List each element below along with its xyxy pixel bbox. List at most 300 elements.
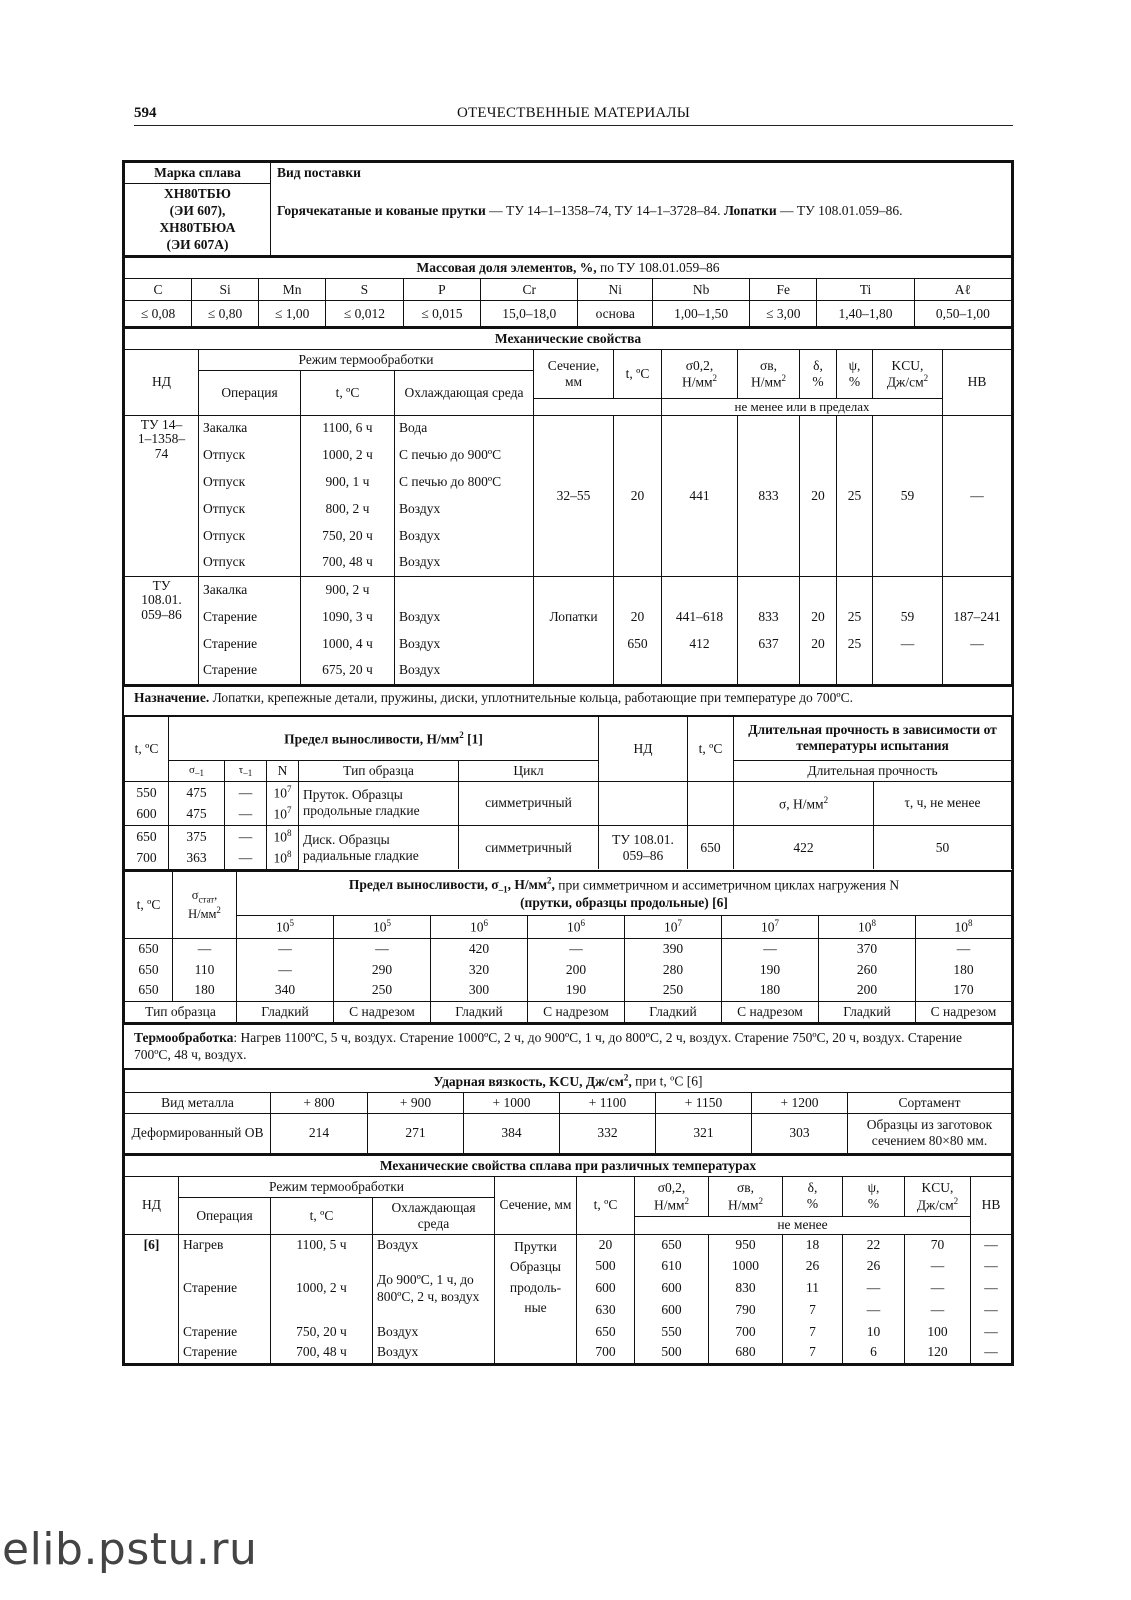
fat-cell: 200 (528, 959, 625, 980)
temps-medium: До 900ºС, 1 ч, до 800ºС, 2 ч, воздух (373, 1255, 495, 1321)
temps-cell: 550 (635, 1321, 709, 1342)
impact-value: 303 (752, 1113, 848, 1153)
mech-g1-t: 800, 2 ч (301, 495, 395, 522)
element-symbol: Mn (259, 279, 326, 301)
impact-metal: Деформированный ОВ (125, 1113, 271, 1153)
fat-h-stat: $\sigma_{стат}$, $Н/мм^2$ (173, 872, 237, 938)
temps-cell: — (971, 1277, 1012, 1299)
fat-cell: — (722, 938, 819, 959)
impact-h-temp: + 800 (271, 1092, 368, 1113)
lt-tau: 50 (874, 825, 1012, 869)
mech-g2-r1-sv: 833 (738, 603, 800, 630)
fat-type: С надрезом (528, 1001, 625, 1022)
supply-text: Горячекатаные и кованые прутки — ТУ 14–1–1358–74, ТУ 14–1–3728–84. Лопатки — ТУ 108.01.059–86. (277, 202, 903, 218)
temps-t: 1100, 5 ч (271, 1234, 373, 1255)
temps-h-section: Сечение, мм (495, 1176, 577, 1234)
mech-g1-s02: 441 (662, 415, 738, 576)
fat-cell: — (237, 938, 334, 959)
fat-h-t: t, ºС (125, 872, 173, 938)
endurance-block (122, 717, 1014, 872)
lt-sub: Длительная прочность (734, 761, 1012, 782)
temps-cell: — (971, 1234, 1012, 1255)
mech-g2-r1-tc: 20 (614, 603, 662, 630)
fat-cell: — (916, 938, 1012, 959)
mech-g1-medium: С печью до 800ºС (395, 468, 534, 495)
temps-cell: 500 (577, 1255, 635, 1277)
supply-label: Вид поставки (277, 165, 361, 180)
mech-g2-blank (837, 576, 873, 603)
fat-cell: 260 (819, 959, 916, 980)
impact-h-temp: + 1200 (752, 1092, 848, 1113)
mech-g1-medium: Воздух (395, 549, 534, 576)
temps-cell: — (905, 1299, 971, 1321)
mech-g2-op: Старение (199, 603, 301, 630)
mech-h-mode: Режим термообработки (199, 350, 534, 371)
temps-cell: — (905, 1277, 971, 1299)
mechanical-block (122, 329, 1014, 686)
temps-cell: 100 (905, 1321, 971, 1342)
temps-title: Механические свойства сплава при различных температурах (125, 1156, 1012, 1176)
end-cell: $10^8$ (267, 847, 299, 869)
fat-cell: 650 (125, 980, 173, 1001)
mech-h-section: Сечение, мм (534, 350, 614, 399)
mech-g1-op: Отпуск (199, 441, 301, 468)
element-value: 1,00–1,50 (652, 301, 749, 327)
temps-cell: 790 (709, 1299, 783, 1321)
end-cell: $10^8$ (267, 825, 299, 847)
fatigue-block (122, 872, 1014, 1025)
temps-h-sv: σв, $Н/мм^2$ (709, 1176, 783, 1216)
mech-g1-t: 1000, 2 ч (301, 441, 395, 468)
fat-cell: 390 (625, 938, 722, 959)
temps-cell: — (971, 1255, 1012, 1277)
temps-cell: 600 (635, 1277, 709, 1299)
end-cycle-2: симметричный (459, 825, 599, 869)
purpose-label: Назначение. (134, 689, 210, 705)
temps-h-s02: σ0,2, $Н/мм^2$ (635, 1176, 709, 1216)
temps-cell: 11 (783, 1277, 843, 1299)
element-symbol: Fe (750, 279, 817, 301)
mech-g2-r1-d: 20 (800, 603, 837, 630)
fat-type: Гладкий (237, 1001, 334, 1022)
temps-cell: 700 (709, 1321, 783, 1342)
temps-h-medium: Охлаждающая среда (373, 1197, 495, 1234)
temps-t: 1000, 2 ч (271, 1255, 373, 1321)
element-symbol: Nb (652, 279, 749, 301)
mech-g2-op: Закалка (199, 576, 301, 603)
composition-title: Массовая доля элементов, %, по ТУ 108.01.059–86 (125, 258, 1012, 278)
impact-value: 271 (368, 1113, 464, 1153)
mech-g2-r2-sv: 637 (738, 630, 800, 657)
mech-h-nd: НД (125, 350, 199, 415)
mech-g1-medium: С печью до 900ºС (395, 441, 534, 468)
mech-h-psi: ψ, % (837, 350, 873, 399)
temps-cell: 26 (783, 1255, 843, 1277)
temps-h-mode: Режим термообработки (179, 1176, 495, 1197)
temps-cell: 18 (783, 1234, 843, 1255)
fat-cell: 170 (916, 980, 1012, 1001)
temps-h-kcu: KCU, $Дж/см^2$ (905, 1176, 971, 1216)
temps-h-nd: НД (125, 1176, 179, 1234)
end-cell: 363 (169, 847, 225, 869)
temps-medium: Воздух (373, 1234, 495, 1255)
temps-cell: — (971, 1299, 1012, 1321)
fat-cell: 340 (237, 980, 334, 1001)
mech-title: Механические свойства (125, 329, 1012, 349)
mech-g2-r2-tc: 650 (614, 630, 662, 657)
end-h-tau: $\tau_{-1}$ (225, 761, 267, 782)
temps-cell: 830 (709, 1277, 783, 1299)
element-value: ≤ 0,015 (403, 301, 480, 327)
temps-op: Старение (179, 1321, 271, 1342)
element-value: ≤ 1,00 (259, 301, 326, 327)
fat-cycles: $10^5$ (334, 916, 431, 938)
mech-h-tc: t, ºС (614, 350, 662, 399)
temps-cell: 70 (905, 1234, 971, 1255)
temps-medium: Воздух (373, 1321, 495, 1342)
mech-g1-medium: Воздух (395, 522, 534, 549)
mech-g1-op: Отпуск (199, 495, 301, 522)
element-symbol: Si (192, 279, 259, 301)
element-symbol: Cr (481, 279, 578, 301)
purpose-text: Лопатки, крепежные детали, пружины, диски, уплотнительные кольца, работающие при температуре до 700ºС. (209, 689, 853, 705)
temps-cell: 600 (635, 1299, 709, 1321)
grade-name: ХН80ТБЮ (ЭИ 607), ХН80ТБЮА (ЭИ 607А) (125, 183, 271, 256)
mech-g1-op: Отпуск (199, 522, 301, 549)
element-symbol: P (403, 279, 480, 301)
temps-cell: 600 (577, 1277, 635, 1299)
mech-g2-nd: ТУ 108.01. 059–86 (125, 576, 199, 684)
mech-g2-blank (800, 576, 837, 603)
lt-blank (599, 781, 688, 825)
temps-cell: 1000 (709, 1255, 783, 1277)
mech-g2-t: 1000, 4 ч (301, 630, 395, 657)
mech-g2-r1-hb: 187–241 (943, 603, 1012, 630)
mech-g1-section: 32–55 (534, 415, 614, 576)
element-symbol: Ni (578, 279, 653, 301)
end-cell: 650 (125, 825, 169, 847)
impact-value: 332 (560, 1113, 656, 1153)
temps-t: 750, 20 ч (271, 1321, 373, 1342)
mech-g2-medium: Воздух (395, 630, 534, 657)
temps-cell: 6 (843, 1342, 905, 1363)
fat-type: Гладкий (625, 1001, 722, 1022)
grade-block (122, 160, 1014, 258)
mech-g2-op: Старение (199, 630, 301, 657)
mech-g2-t: 1090, 3 ч (301, 603, 395, 630)
temps-nd: [6] (125, 1234, 179, 1363)
impact-h-temp: + 1000 (464, 1092, 560, 1113)
mech-h-op: Операция (199, 371, 301, 415)
fat-cell: 250 (334, 980, 431, 1001)
end-cell: 475 (169, 803, 225, 825)
temps-op: Старение (179, 1255, 271, 1321)
mech-h-medium: Охлаждающая среда (395, 371, 534, 415)
fat-cycles: $10^7$ (625, 916, 722, 938)
lt-sigma: 422 (734, 825, 874, 869)
temps-h-t: t, ºС (271, 1197, 373, 1234)
temps-t: 700, 48 ч (271, 1342, 373, 1363)
mech-g2-medium: Воздух (395, 657, 534, 684)
fat-cycles: $10^7$ (722, 916, 819, 938)
mech-g2-r1-kcu: 59 (873, 603, 943, 630)
temps-cell: 630 (577, 1299, 635, 1321)
fat-type: С надрезом (334, 1001, 431, 1022)
mech-h-t: t, ºС (301, 371, 395, 415)
end-cell: 700 (125, 847, 169, 869)
fat-type: Гладкий (431, 1001, 528, 1022)
fat-type-label: Тип образца (125, 1001, 237, 1022)
end-cell: 475 (169, 781, 225, 803)
mech-g1-d: 20 (800, 415, 837, 576)
temps-cell: 610 (635, 1255, 709, 1277)
mech-g2-medium (395, 576, 534, 603)
mech-g2-blank (873, 576, 943, 603)
fat-cell: 370 (819, 938, 916, 959)
heat-label: Термообработка (134, 1029, 234, 1045)
element-symbol: Aℓ (914, 279, 1011, 301)
fat-title: Предел выносливости, $\sigma_{-1}$, $Н/мм^2$, при симметричном и ассиметричном циклах нагружения N (прутки, образцы продольные) [6] (237, 872, 1012, 916)
fat-cycles: $10^6$ (431, 916, 528, 938)
mech-g2-r1-s02: 441–618 (662, 603, 738, 630)
lt-t: 650 (688, 825, 734, 869)
element-symbol: S (326, 279, 403, 301)
temps-cell: 20 (577, 1234, 635, 1255)
mech-g1-medium: Воздух (395, 495, 534, 522)
mech-g2-r2-kcu: — (873, 630, 943, 657)
fat-cycles: $10^8$ (819, 916, 916, 938)
mech-g1-t: 750, 20 ч (301, 522, 395, 549)
end-cell: $10^7$ (267, 781, 299, 803)
lt-h-nd: НД (599, 717, 688, 782)
impact-block (122, 1070, 1014, 1155)
impact-title: Ударная вязкость, KCU, $Дж/см^2$, при t, ºС [6] (125, 1070, 1012, 1092)
temps-cell: 950 (709, 1234, 783, 1255)
mech-g2-op: Старение (199, 657, 301, 684)
element-value: ≤ 0,80 (192, 301, 259, 327)
mech-h-kcu: KCU, $Дж/см^2$ (873, 350, 943, 399)
temps-cell: 7 (783, 1342, 843, 1363)
end-type-2: Диск. Образцы радиальные гладкие (299, 825, 459, 869)
temps-h-hb: НВ (971, 1176, 1012, 1234)
temps-cell: 120 (905, 1342, 971, 1363)
lt-blank (688, 781, 734, 825)
mech-g2-blank (614, 576, 662, 603)
mech-g1-op: Отпуск (199, 549, 301, 576)
fat-cell: 650 (125, 938, 173, 959)
fat-cell: — (528, 938, 625, 959)
element-value: 15,0–18,0 (481, 301, 578, 327)
element-value: ≤ 3,00 (750, 301, 817, 327)
lt-title: Длительная прочность в зависимости от температуры испытания (734, 717, 1012, 761)
temps-h-d: δ, % (783, 1176, 843, 1216)
temps-cell: 22 (843, 1234, 905, 1255)
mech-g1-medium: Вода (395, 415, 534, 441)
mech-g2-r2-s02: 412 (662, 630, 738, 657)
mech-h-s02: σ0,2, $Н/мм^2$ (662, 350, 738, 399)
end-title: Предел выносливости, $Н/мм^2$ [1] (169, 717, 599, 761)
temps-cell: 7 (783, 1299, 843, 1321)
end-h-cycle: Цикл (459, 761, 599, 782)
mech-g1-tc: 20 (614, 415, 662, 576)
end-h-s: $\sigma_{-1}$ (169, 761, 225, 782)
fat-cycles: $10^8$ (916, 916, 1012, 938)
mech-g1-psi: 25 (837, 415, 873, 576)
element-value: 0,50–1,00 (914, 301, 1011, 327)
mech-g2-blank (943, 576, 1012, 603)
temps-cell: 680 (709, 1342, 783, 1363)
page-header (134, 107, 1013, 126)
fat-cell: 180 (722, 980, 819, 1001)
fat-cell: 650 (125, 959, 173, 980)
fat-cell: 300 (431, 980, 528, 1001)
mech-g2-blank (738, 576, 800, 603)
mech-g2-medium: Воздух (395, 603, 534, 630)
element-symbol: C (125, 279, 192, 301)
impact-h-metal: Вид металла (125, 1092, 271, 1113)
temps-cell: 650 (577, 1321, 635, 1342)
temps-section: Прутки Образцы продоль- ные (495, 1234, 577, 1363)
temps-cell: — (905, 1255, 971, 1277)
end-cell: — (225, 781, 267, 803)
fat-type: С надрезом (722, 1001, 819, 1022)
temps-cell: — (971, 1321, 1012, 1342)
fat-cycles: $10^5$ (237, 916, 334, 938)
fat-cell: 320 (431, 959, 528, 980)
temps-cell: — (971, 1342, 1012, 1363)
mech-h-d: δ, % (800, 350, 837, 399)
fat-cell: 420 (431, 938, 528, 959)
lt-h-sigma: σ, $Н/мм^2$ (734, 781, 874, 825)
end-cell: 550 (125, 781, 169, 803)
end-h-n: N (267, 761, 299, 782)
end-cell: — (225, 803, 267, 825)
mech-g1-nd: ТУ 14– 1–1358– 74 (125, 415, 199, 576)
composition-block (122, 258, 1014, 329)
impact-h-temp: + 900 (368, 1092, 464, 1113)
mech-g1-sv: 833 (738, 415, 800, 576)
temps-medium: Воздух (373, 1342, 495, 1363)
end-cell: — (225, 847, 267, 869)
temps-h-op: Операция (179, 1197, 271, 1234)
fat-cell: — (173, 938, 237, 959)
temps-cell: 7 (783, 1321, 843, 1342)
heat-block (122, 1025, 1014, 1071)
fat-cell: 280 (625, 959, 722, 980)
temps-cell: 26 (843, 1255, 905, 1277)
fat-cell: — (237, 959, 334, 980)
heat-text: : Нагрев 1100ºС, 5 ч, воздух. Старение 1000ºС, 2 ч, до 900ºС, 1 ч, до 800ºС, 2 ч, воздух. Старение 750ºС, 20 ч, воздух. Старение 700ºС, 48 ч, воздух. (134, 1029, 962, 1062)
fat-cell: 290 (334, 959, 431, 980)
fat-type: Гладкий (819, 1001, 916, 1022)
mech-g2-r2-psi: 25 (837, 630, 873, 657)
mech-g1-hb: — (943, 415, 1012, 576)
impact-h-temp: + 1100 (560, 1092, 656, 1113)
fat-cycles: $10^6$ (528, 916, 625, 938)
temps-h-tc: t, ºС (577, 1176, 635, 1234)
mech-g1-t: 1100, 6 ч (301, 415, 395, 441)
fat-cell: 190 (722, 959, 819, 980)
temps-cell: — (843, 1299, 905, 1321)
end-type-1: Пруток. Образцы продольные гладкие (299, 781, 459, 825)
mech-g2-t: 900, 2 ч (301, 576, 395, 603)
temps-cell: 500 (635, 1342, 709, 1363)
element-value: ≤ 0,012 (326, 301, 403, 327)
element-value: 1,40–1,80 (817, 301, 914, 327)
temps-op: Старение (179, 1342, 271, 1363)
end-cell: 375 (169, 825, 225, 847)
lt-h-t: t, ºС (688, 717, 734, 782)
supply-cell (271, 163, 1012, 256)
element-symbol: Ti (817, 279, 914, 301)
mech-g2-section: Лопатки (534, 576, 614, 684)
mech-h-note: не менее или в пределах (662, 399, 943, 415)
end-cycle-1: симметричный (459, 781, 599, 825)
element-value: ≤ 0,08 (125, 301, 192, 327)
fat-type: С надрезом (916, 1001, 1012, 1022)
mech-g2-t: 675, 20 ч (301, 657, 395, 684)
mech-g1-kcu: 59 (873, 415, 943, 576)
watermark: elib.pstu.ru (2, 1524, 258, 1575)
material-datasheet (122, 160, 1014, 1366)
lt-h-tau: τ, ч, не менее (874, 781, 1012, 825)
mech-g2-r2-hb: — (943, 630, 1012, 657)
mech-g2-r1-psi: 25 (837, 603, 873, 630)
mech-g2-r2-d: 20 (800, 630, 837, 657)
impact-h-sort: Сортамент (848, 1092, 1012, 1113)
purpose-block (122, 687, 1014, 717)
temps-h-psi: ψ, % (843, 1176, 905, 1216)
element-value: основа (578, 301, 653, 327)
mech-g1-op: Закалка (199, 415, 301, 441)
end-cell: $10^7$ (267, 803, 299, 825)
mech-g1-t: 900, 1 ч (301, 468, 395, 495)
fat-cell: 250 (625, 980, 722, 1001)
impact-h-temp: + 1150 (656, 1092, 752, 1113)
mech-h-hb: НВ (943, 350, 1012, 415)
fat-cell: — (334, 938, 431, 959)
temps-cell: — (843, 1277, 905, 1299)
temps-op: Нагрев (179, 1234, 271, 1255)
end-cell: — (225, 825, 267, 847)
mech-g1-op: Отпуск (199, 468, 301, 495)
fat-cell: 110 (173, 959, 237, 980)
lt-nd: ТУ 108.01. 059–86 (599, 825, 688, 869)
end-h-type: Тип образца (299, 761, 459, 782)
mech-g2-blank (662, 576, 738, 603)
fat-cell: 180 (916, 959, 1012, 980)
impact-value: 384 (464, 1113, 560, 1153)
page-number: 594 (134, 105, 157, 121)
end-h-t: t, ºС (125, 717, 169, 782)
impact-value: 214 (271, 1113, 368, 1153)
temps-block (122, 1156, 1014, 1366)
temps-h-note: не менее (635, 1216, 971, 1234)
impact-value: 321 (656, 1113, 752, 1153)
mech-h-sv: σв, $Н/мм^2$ (738, 350, 800, 399)
temps-cell: 10 (843, 1321, 905, 1342)
mech-g1-t: 700, 48 ч (301, 549, 395, 576)
fat-cell: 190 (528, 980, 625, 1001)
fat-cell: 180 (173, 980, 237, 1001)
running-title: ОТЕЧЕСТВЕННЫЕ МАТЕРИАЛЫ (456, 105, 691, 121)
temps-cell: 650 (635, 1234, 709, 1255)
grade-label: Марка сплава (125, 163, 271, 184)
fat-cell: 200 (819, 980, 916, 1001)
end-cell: 600 (125, 803, 169, 825)
impact-sort: Образцы из заготовок сечением 80×80 мм. (848, 1113, 1012, 1153)
temps-cell: 700 (577, 1342, 635, 1363)
